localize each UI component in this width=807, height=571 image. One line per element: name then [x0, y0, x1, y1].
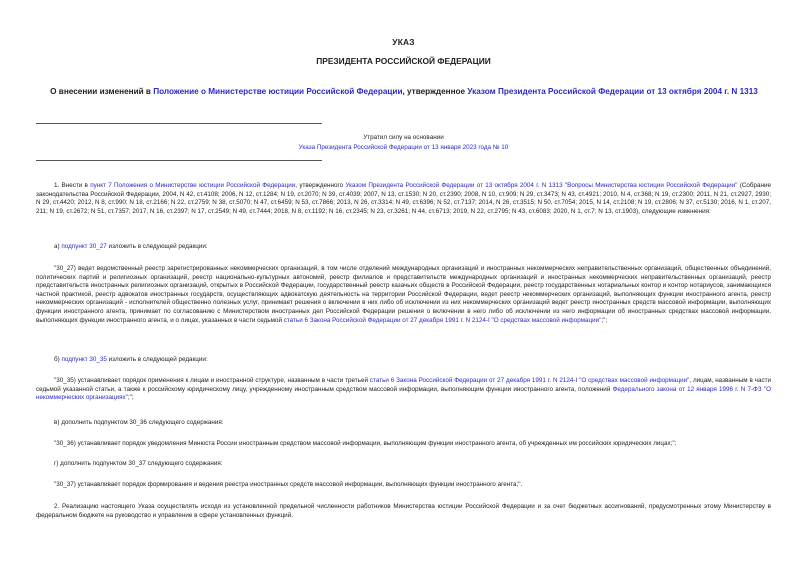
quote-30-35 [36, 377, 771, 403]
divider-top [36, 123, 322, 124]
q2-text-3: ;"; [127, 394, 134, 402]
paragraph-v [36, 419, 771, 428]
paragraph-1 [36, 182, 771, 216]
quote-30-37 [36, 481, 771, 490]
title-prefix: О внесении изменений в [50, 87, 154, 96]
status-note: Утратил силу на основании [363, 134, 444, 141]
p1-text-3: (Собрание законодательства Российской Федерации, 2004, N 42, ст.4108; 2006, N 12, ст.1284; N 19, ст.2070; N 39, ст.4039; 2007, N 13, ст.1530; N 20, ст.2390; 2008, N 10, ст.909; N 29, ст.3473; N 43, ст.4921; 2010, N 4, ст.368; N 19, ст.2300; 2011, N 21, ст.2927, 2930; N 29, ст.4420; 2012, N 8, ст.990; N 18, ст.2166; N 22, ст.2759; N 38, ст.5070; N 47, ст.6459; N 53, ст.7866; 2013, N 26, ст.3314; N 49, ст.6396; N 52, ст.7137; 2014, N 26, ст.3515; N 50, ст.7054; 2015, N 14, ст.2108; N 19, ст.2806; N 37, ст.5130; 2016, N 1, ст.207, 211; N 19, ст.2672; N 51, ст.7357; 2017, N 16, ст.2397; N 17, ст.2549; N 49, ст.7444; 2018, N 8, ст.1192; N 16, ст.2345; N 23, ст.3261; N 44, ст.6713; 2019, N 22, ст.2795; N 43, ст.6083; 2020, N 1, ст.7; N 13, ст.1903), следующие изменения: [36, 182, 771, 215]
pa-text-2: изложить в следующей редакции: [106, 243, 208, 250]
q3-text: "30_36) устанавливает порядок уведомления Минюста России иностранным средством массовой информации, выполняющим функции иностранного агента, об учрежденных им российских юридических лицах;"; [54, 440, 677, 447]
q2-text-1: "30_35) устанавливает порядок применения к лицам и иностранной структуре, названным в части третьей [54, 377, 370, 384]
divider-bottom [36, 160, 322, 161]
p1-text-1: 1. Внести в [54, 182, 91, 189]
q2-link-federal-law[interactable]: Федерального закона от 12 января 1996 г. N 7-ФЗ "О некоммерческих организациях" [36, 385, 771, 402]
status-link[interactable]: Указа Президента Российской Федерации от 13 января 2023 года № 10 [298, 144, 509, 151]
document-issuer: ПРЕЗИДЕНТА РОССИЙСКОЙ ФЕДЕРАЦИИ [316, 56, 491, 66]
q4-text: "30_37) устанавливает порядок формирования и ведения реестра иностранных средств массовой информации, выполняющих функции иностранного агента;". [54, 481, 523, 488]
q1-text-2: ;"; [601, 316, 608, 324]
p1-link-item7[interactable]: пункт 7 Положения о Министерстве юстиции Российской Федерации [90, 182, 296, 189]
quote-30-36 [36, 440, 771, 449]
pa-text-1: а) [54, 243, 62, 250]
title-link-regulation[interactable]: Положение о Министерстве юстиции Российской Федерации [153, 87, 403, 96]
paragraph-g [36, 460, 771, 469]
paragraph-b [36, 356, 771, 365]
q2-text-2: , лицам, названным в части седьмой указанной статьи, а также к российскому юридическому лицу, учрежденному иностранным средством массовой информации, выполняющим функции иностранного агента, положений [36, 377, 771, 393]
pg-text: г) дополнить подпунктом 30_37 следующего содержания: [54, 460, 223, 467]
pb-text-2: изложить в следующей редакции: [106, 356, 208, 363]
quote-30-27 [36, 265, 771, 325]
title-mid: , утвержденное [402, 87, 468, 96]
p2-text: 2. Реализацию настоящего Указа осуществлять исходя из установленной предельной численности работников Министерства юстиции Российской Федерации и за счет бюджетных ассигнований, предусмотренных этому Министерству в федеральном бюджете на руководство и управление в сфере установленных функций. [36, 503, 771, 519]
pb-text-1: б) [54, 356, 62, 363]
paragraph-a [36, 243, 771, 252]
p1-text-2: , утвержденного [295, 182, 346, 189]
p1-link-decree[interactable]: Указом Президента Российской Федерации от 13 октября 2004 г. N 1313 "Вопросы Министерства юстиции Российской Федерации" [345, 182, 738, 189]
pv-text: в) дополнить подпунктом 30_36 следующего содержания: [54, 419, 224, 426]
status-link-line [0, 144, 807, 153]
pa-link[interactable]: подпункт 30_27 [61, 243, 107, 250]
document-title [46, 86, 762, 97]
document-type: УКАЗ [392, 37, 415, 47]
paragraph-2 [36, 503, 771, 520]
q2-link-law[interactable]: статьи 6 Закона Российской Федерации от 27 декабря 1991 г. N 2124-I "О средствах массовой информации" [369, 377, 690, 384]
pb-link[interactable]: подпункт 30_35 [61, 356, 107, 363]
title-link-decree[interactable]: Указом Президента Российской Федерации от 13 октября 2004 г. N 1313 [467, 87, 758, 96]
q1-link-law[interactable]: статьи 6 Закона Российской Федерации от 27 декабря 1991 г. N 2124-I "О средствах массовой информации" [283, 316, 602, 324]
q1-text-1: "30_27) ведет ведомственный реестр зарегистрированных некоммерческих организаций, в том числе отделений международных организаций и иностранных некоммерческих неправительственных организаций, общественных объединений, политических партий и религиозных организаций, реестр национально-культурных автономий, реестр филиалов и представительств международных организаций и иностранных некоммерческих неправительственных организаций, реестр представительств иностранных религиозных организаций, открытых в Российской Федерации, государственный реестр казачьих обществ в Российской Федерации, реестр государственных нотариальных контор и контор нотариусов, занимающихся частной практикой, реестр адвокатов иностранных государств, осуществляющих адвокатскую деятельность на территории Российской Федерации, ведет реестр некоммерческих организаций, выполняющих функции иностранного агента, реестр некоммерческих организаций - исполнителей общественно полезных услуг, принимает решения о включении в них либо об исключении из них некоммерческих организаций ведет реестр иностранных средств массовой информации, выполняющих функции иностранного агента, принимает по согласованию с Министерством иностранных дел Российской Федерации решения о включении в него либо об исключении из него информации об иностранных средствах массовой информации, выполняющих функции иностранного агента, и о лицах, указанных в части седьмой [36, 265, 771, 324]
